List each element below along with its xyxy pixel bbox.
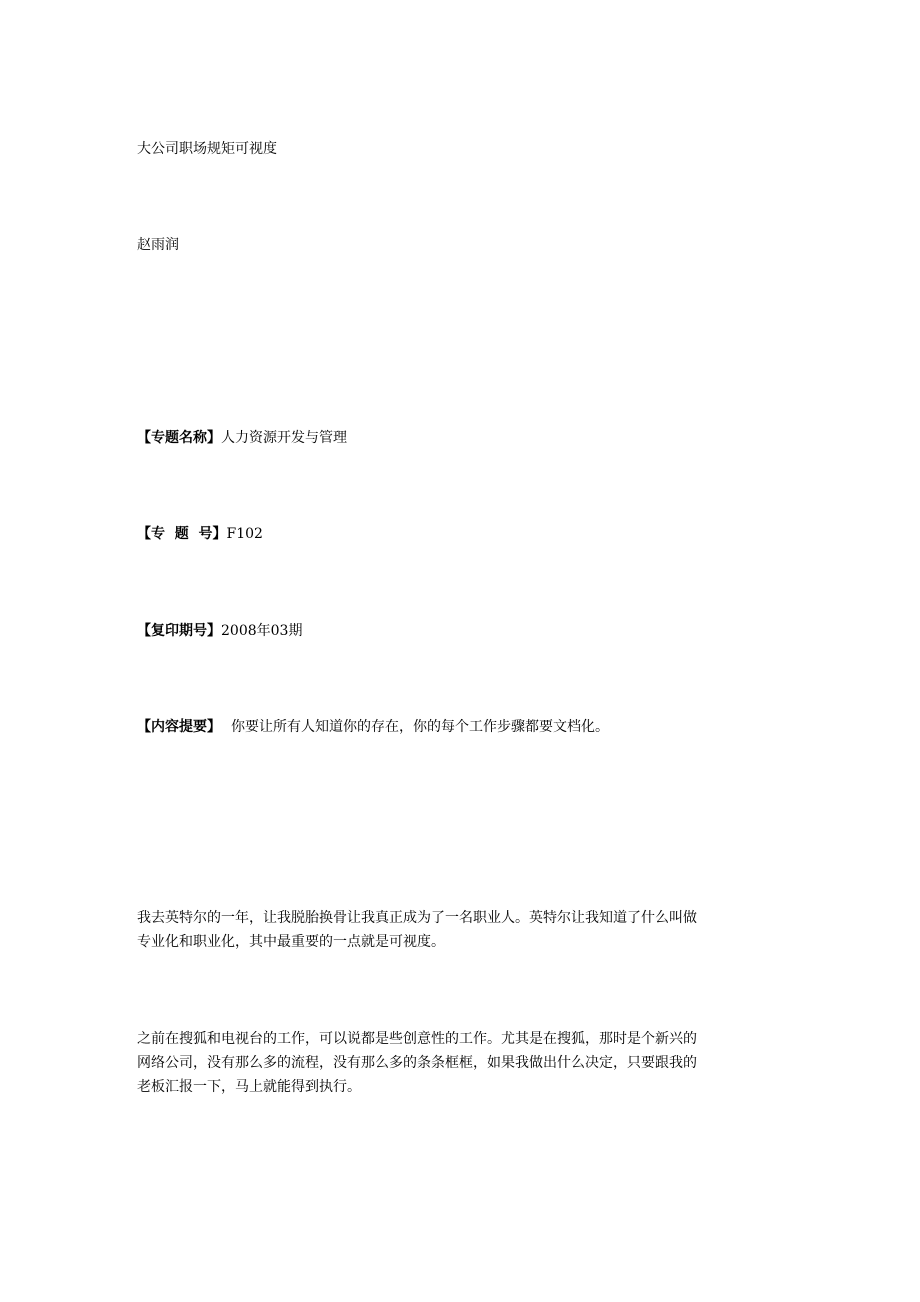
paragraph-line: 我去英特尔的一年，让我脱胎换骨让我真正成为了一名职业人。英特尔让我知道了什么叫做 <box>137 910 697 926</box>
meta-reprint-issue <box>137 621 302 641</box>
meta-topic-number <box>137 524 263 544</box>
article-title: 大公司职场规矩可视度 <box>137 141 277 157</box>
meta-reprint-issue-value: 2008年03期 <box>221 623 303 639</box>
paragraph-line: 专业化和职业化，其中最重要的一点就是可视度。 <box>137 934 445 950</box>
paragraph-line: 网络公司，没有那么多的流程，没有那么多的条条框框，如果我做出什么决定，只要跟我的 <box>137 1055 697 1071</box>
meta-abstract <box>137 717 609 737</box>
meta-abstract-label: 【内容提要】 <box>137 719 221 735</box>
body-paragraph-2 <box>137 1027 787 1099</box>
meta-topic-name <box>137 428 347 448</box>
paragraph-line: 老板汇报一下，马上就能得到执行。 <box>137 1079 361 1095</box>
article-author: 赵雨润 <box>137 237 179 253</box>
meta-topic-name-value: 人力资源开发与管理 <box>221 430 347 446</box>
meta-abstract-value: 你要让所有人知道你的存在，你的每个工作步骤都要文档化。 <box>231 719 609 735</box>
meta-topic-name-label: 【专题名称】 <box>137 430 221 446</box>
meta-topic-number-value: F102 <box>226 526 263 542</box>
meta-topic-number-label: 【专 题 号】 <box>137 526 227 542</box>
body-paragraph-1 <box>137 906 787 954</box>
meta-reprint-issue-label: 【复印期号】 <box>137 623 221 639</box>
paragraph-line: 之前在搜狐和电视台的工作，可以说都是些创意性的工作。尤其是在搜狐，那时是个新兴的 <box>137 1031 697 1047</box>
